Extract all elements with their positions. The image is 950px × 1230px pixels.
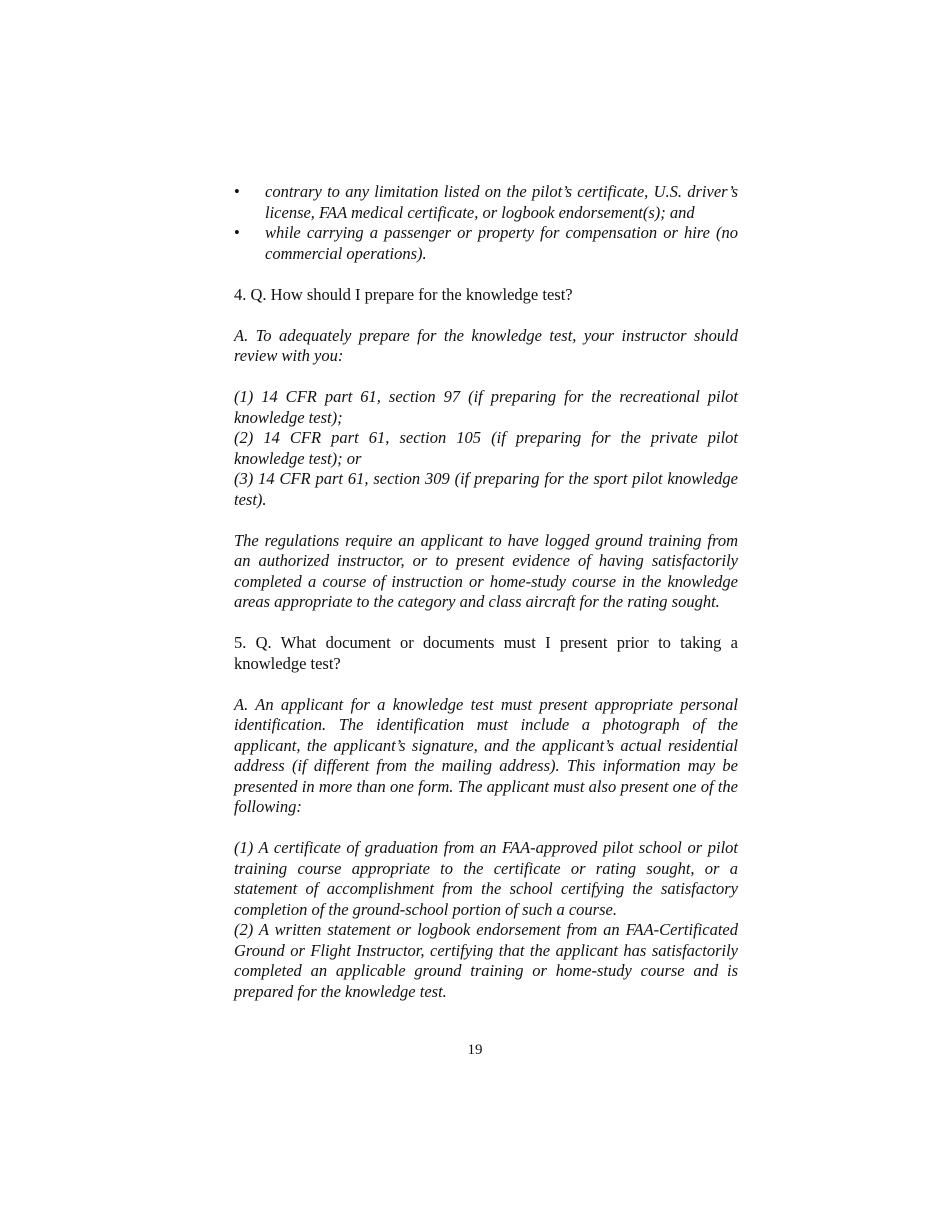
limitations-bullet-list xyxy=(234,182,738,264)
page-number: 19 xyxy=(467,1042,483,1058)
question-5: 5. Q. What document or documents must I present prior to taking a knowledge test? xyxy=(234,633,738,673)
bullet-icon: • xyxy=(234,223,240,242)
answer-5-intro: A. An applicant for a knowledge test must present appropriate personal identification. The identification must include a photograph of the applicant, the applicant’s signature, and the applicant’s actual residential address (if different from the mailing address). This information may be presented in more than one form. The applicant must also present one of the following: xyxy=(234,694,738,816)
page-content xyxy=(234,182,738,1002)
list-item xyxy=(234,182,738,223)
list-item: (1) A certificate of graduation from an FAA-approved pilot school or pilot training course appropriate to the certificate or rating sought, or a statement of accomplishment from the school certifying the satisfactory completion of the ground-school portion of such a course. xyxy=(234,838,738,919)
answer-4-intro: A. To adequately prepare for the knowledge test, your instructor should review with you: xyxy=(234,325,738,365)
question-4: 4. Q. How should I prepare for the knowledge test? xyxy=(234,284,573,304)
answer-4-list xyxy=(234,387,738,510)
bullet-text: while carrying a passenger or property for compensation or hire (no commercial operations). xyxy=(265,223,738,263)
bullet-icon: • xyxy=(234,182,240,201)
answer-4-regulations: The regulations require an applicant to have logged ground training from an authorized instructor, or to present evidence of having satisfactorily completed a course of instruction or home-study course in the knowledge areas appropriate to the category and class aircraft for the rating sought. xyxy=(234,530,738,611)
list-item: (2) 14 CFR part 61, section 105 (if preparing for the private pilot knowledge test); or xyxy=(234,428,738,468)
bullet-text: contrary to any limitation listed on the pilot’s certificate, U.S. driver’s license, FAA medical certificate, or logbook endorsement(s); and xyxy=(265,182,738,222)
list-item xyxy=(234,223,738,264)
list-item: (3) 14 CFR part 61, section 309 (if preparing for the sport pilot knowledge test). xyxy=(234,469,738,509)
list-item: (2) A written statement or logbook endorsement from an FAA-Certificated Ground or Flight Instructor, certifying that the applicant has satisfactorily completed an applicable ground training or home-study course and is prepared for the knowledge test. xyxy=(234,920,738,1001)
list-item: (1) 14 CFR part 61, section 97 (if preparing for the recreational pilot knowledge test); xyxy=(234,387,738,427)
answer-5-list xyxy=(234,838,738,1002)
